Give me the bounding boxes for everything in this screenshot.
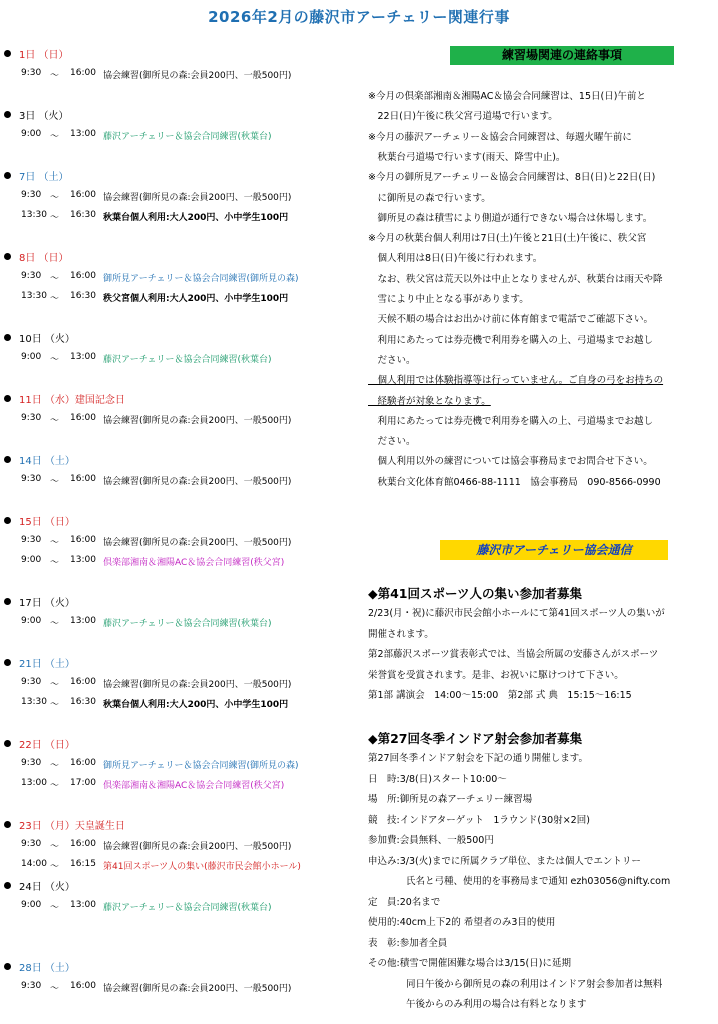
bullet-icon: [4, 517, 11, 524]
day-heading: [4, 959, 75, 974]
section2-line: 同日午後から御所見の森の利用はインドア射会参加者は無料: [368, 978, 663, 990]
day-label: 28日 （土）: [19, 963, 75, 974]
event-description: 協会練習(御所見の森:会員200円、一般500円): [103, 71, 292, 81]
event-description: 協会練習(御所見の森:会員200円、一般500円): [103, 193, 292, 203]
section2-title: ◆第27回冬季インドア射会参加者募集: [368, 731, 583, 746]
section2-line: 使用的:40cm上下2的 希望者のみ3目的使用: [368, 917, 556, 928]
notice-line: 個人利用では体験指導等は行っていません。ご自身の弓をお持ちの: [368, 375, 664, 387]
start-time: 9:30: [21, 474, 42, 484]
day-heading: [4, 655, 75, 670]
start-time: 9:30: [21, 839, 42, 849]
bullet-icon: [4, 111, 11, 118]
section2-line: 参加費:会員無料、一般500円: [368, 835, 494, 846]
end-time: 13:00: [70, 129, 96, 139]
start-time: 9:00: [21, 616, 42, 626]
day-label: 22日 （日）: [19, 740, 75, 751]
end-time: 16:00: [70, 677, 96, 687]
end-time: 16:00: [70, 474, 96, 484]
end-time: 16:00: [70, 839, 96, 849]
end-time: 13:00: [70, 555, 96, 565]
section1-line: 第1部 講演会 14:00～15:00 第2部 式 典 15:15～16:15: [368, 690, 632, 701]
section2-line: 申込み:3/3(火)までに所属クラブ単位、または個人でエントリー: [368, 855, 641, 867]
start-time: 9:30: [21, 981, 42, 991]
event-description: 藤沢アーチェリー＆協会合同練習(秋葉台): [103, 355, 272, 365]
event-description: 倶楽部湘南＆湘陽AC＆協会合同練習(秩父宮): [103, 781, 285, 791]
notice-line: ※今月の秋葉台個人利用は7日(土)午後と21日(土)午後に、秩父宮: [368, 233, 647, 245]
bullet-icon: [4, 740, 11, 747]
bullet-icon: [4, 253, 11, 260]
end-time: 16:30: [70, 291, 96, 301]
tilde-separator: ～: [50, 213, 60, 223]
notice-line: 利用にあたっては券売機で利用券を購入の上、弓道場までお越し: [368, 334, 654, 346]
tilde-separator: ～: [50, 558, 60, 568]
tilde-separator: ～: [50, 416, 60, 426]
notice-header: 練習場関連の連絡事項: [450, 46, 674, 65]
bullet-icon: [4, 50, 11, 57]
day-heading: [4, 736, 75, 751]
section2-line: 氏名と弓種、使用的を事務局まで通知 ezh03056@nifty.com: [368, 876, 671, 887]
notice-line: 秋葉台弓道場で行います(雨天、降雪中止)。: [368, 151, 566, 163]
day-label: 24日 （火）: [19, 882, 75, 893]
notice-line: 経験者が対象となります。: [368, 395, 491, 407]
tilde-separator: ～: [50, 477, 60, 487]
section2-line: その他:積雪で開催困難な場合は3/15(日)に延期: [368, 958, 571, 969]
tilde-separator: ～: [50, 619, 60, 629]
day-label: 7日 （土）: [19, 172, 69, 183]
start-time: 9:30: [21, 68, 42, 78]
bullet-icon: [4, 456, 11, 463]
notice-line: なお、秩父宮は荒天以外は中止となりませんが、秋葉台は雨天や降: [368, 273, 663, 285]
start-time: 13:30: [21, 210, 47, 220]
bullet-icon: [4, 334, 11, 341]
start-time: 9:00: [21, 900, 42, 910]
tilde-separator: ～: [50, 862, 60, 872]
end-time: 13:00: [70, 352, 96, 362]
end-time: 16:15: [70, 859, 96, 869]
start-time: 9:30: [21, 535, 42, 545]
day-label: 10日 （火）: [19, 334, 75, 345]
day-heading: [4, 107, 69, 122]
section2-line: 場 所:御所見の森アーチェリー練習場: [368, 794, 533, 805]
notice-line: 雪により中止となる事があります。: [368, 294, 529, 305]
bullet-icon: [4, 821, 11, 828]
notice-line: 22日(日)午後に秩父宮弓道場で行います。: [368, 111, 558, 123]
start-time: 13:00: [21, 778, 47, 788]
tilde-separator: ～: [50, 761, 60, 771]
start-time: 13:30: [21, 291, 47, 301]
tilde-separator: ～: [50, 274, 60, 284]
start-time: 9:30: [21, 758, 42, 768]
end-time: 13:00: [70, 900, 96, 910]
event-description: 協会練習(御所見の森:会員200円、一般500円): [103, 842, 292, 852]
section1-title: ◆第41回スポーツ人の集い参加者募集: [368, 586, 583, 601]
section2-line: 第27回冬季インドア射会を下記の通り開催します。: [368, 753, 589, 764]
day-heading: [4, 513, 75, 528]
event-description: 協会練習(御所見の森:会員200円、一般500円): [103, 416, 292, 426]
notice-line: 秋葉台文化体育館0466-88-1111 協会事務局 090-8566-0990: [368, 476, 661, 488]
event-description: 御所見アーチェリー＆協会合同練習(御所見の森): [103, 274, 299, 284]
notice-line: ※今月の倶楽部湘南＆湘陽AC＆協会合同練習は、15日(日)午前と: [368, 91, 646, 102]
end-time: 16:00: [70, 413, 96, 423]
day-label: 17日 （火）: [19, 598, 75, 609]
start-time: 9:30: [21, 413, 42, 423]
event-description: 協会練習(御所見の森:会員200円、一般500円): [103, 477, 292, 487]
notice-line: に御所見の森で行います。: [368, 192, 491, 204]
tilde-separator: ～: [50, 781, 60, 791]
tilde-separator: ～: [50, 903, 60, 913]
day-heading: [4, 391, 125, 406]
end-time: 16:30: [70, 210, 96, 220]
notice-line: 個人利用以外の練習については協会事務局までお問合せ下さい。: [368, 456, 653, 468]
event-description: 秋葉台個人利用:大人200円、小中学生100円: [103, 700, 289, 710]
section1-line: 第2部藤沢スポーツ賞表彰式では、当協会所属の安藤さんがスポーツ: [368, 649, 659, 660]
section1-line: 2/23(月・祝)に藤沢市民会館小ホールにて第41回スポーツ人の集いが: [368, 608, 665, 619]
event-description: 秩父宮個人利用:大人200円、小中学生100円: [103, 294, 289, 304]
day-heading: [4, 594, 75, 609]
day-label: 1日 （日）: [19, 50, 69, 61]
event-description: 倶楽部湘南＆湘陽AC＆協会合同練習(秩父宮): [103, 558, 285, 568]
event-description: 協会練習(御所見の森:会員200円、一般500円): [103, 680, 292, 690]
section1-line: 栄誉賞を受賞されます。是非、お祝いに駆けつけて下さい。: [368, 669, 624, 681]
notice-line: ださい。: [368, 354, 416, 366]
bullet-icon: [4, 659, 11, 666]
notice-line: ださい。: [368, 436, 416, 448]
day-label: 11日 （水）建国記念日: [19, 395, 125, 406]
day-label: 15日 （日）: [19, 517, 75, 528]
tilde-separator: ～: [50, 71, 60, 81]
monthly-schedule: [0, 40, 360, 1024]
day-label: 8日 （日）: [19, 253, 69, 264]
day-label: 14日 （土）: [19, 456, 75, 467]
bullet-icon: [4, 598, 11, 605]
tilde-separator: ～: [50, 355, 60, 365]
day-heading: [4, 330, 75, 345]
start-time: 14:00: [21, 859, 47, 869]
event-description: 協会練習(御所見の森:会員200円、一般500円): [103, 538, 292, 548]
notice-line: 天候不順の場合はお出かけ前に体育館まで電話でご確認下さい。: [368, 314, 654, 326]
notice-line: ※今月の藤沢アーチェリー＆協会合同練習は、毎週火曜午前に: [368, 131, 632, 143]
tilde-separator: ～: [50, 193, 60, 203]
tilde-separator: ～: [50, 842, 60, 852]
end-time: 16:00: [70, 68, 96, 78]
bullet-icon: [4, 395, 11, 402]
news-header: 藤沢市アーチェリー協会通信: [440, 540, 668, 560]
event-description: 御所見アーチェリー＆協会合同練習(御所見の森): [103, 761, 299, 771]
right-column: [368, 40, 713, 1024]
tilde-separator: ～: [50, 538, 60, 548]
start-time: 13:30: [21, 697, 47, 707]
day-label: 23日 （月）天皇誕生日: [19, 821, 125, 832]
notice-line: 御所見の森は積雪により側道が通行できない場合は休場します。: [368, 212, 653, 224]
event-description: 秋葉台個人利用:大人200円、小中学生100円: [103, 213, 289, 223]
day-label: 21日 （土）: [19, 659, 75, 670]
day-heading: [4, 878, 75, 893]
day-heading: [4, 168, 69, 183]
tilde-separator: ～: [50, 132, 60, 142]
notice-line: ※今月の御所見アーチェリー＆協会合同練習は、8日(日)と22日(日): [368, 172, 656, 184]
end-time: 16:00: [70, 190, 96, 200]
day-heading: [4, 817, 125, 832]
section1-line: 開催されます。: [368, 628, 434, 640]
day-heading: [4, 46, 69, 61]
notice-line: 利用にあたっては券売機で利用券を購入の上、弓道場までお越し: [368, 415, 654, 427]
section2-line: 日 時:3/8(日)スタート10:00～: [368, 773, 507, 785]
day-heading: [4, 452, 75, 467]
end-time: 16:00: [70, 758, 96, 768]
tilde-separator: ～: [50, 680, 60, 690]
bullet-icon: [4, 963, 11, 970]
end-time: 17:00: [70, 778, 96, 788]
start-time: 9:00: [21, 129, 42, 139]
start-time: 9:30: [21, 190, 42, 200]
section2-line: 競 技:インドアターゲット 1ラウンド(30射×2回): [368, 814, 590, 826]
tilde-separator: ～: [50, 984, 60, 994]
event-description: 第41回スポーツ人の集い(藤沢市民会館小ホール): [103, 862, 301, 872]
tilde-separator: ～: [50, 294, 60, 304]
event-description: 協会練習(御所見の森:会員200円、一般500円): [103, 984, 292, 994]
section2-line: 午後からのみ利用の場合は有料となります: [368, 999, 587, 1010]
day-label: 3日 （火）: [19, 111, 69, 122]
start-time: 9:30: [21, 271, 42, 281]
event-description: 藤沢アーチェリー＆協会合同練習(秋葉台): [103, 132, 272, 142]
end-time: 16:00: [70, 535, 96, 545]
day-heading: [4, 249, 69, 264]
start-time: 9:00: [21, 352, 42, 362]
end-time: 13:00: [70, 616, 96, 626]
section2-line: 定 員:20名まで: [368, 896, 441, 908]
bullet-icon: [4, 882, 11, 889]
start-time: 9:30: [21, 677, 42, 687]
end-time: 16:00: [70, 271, 96, 281]
end-time: 16:30: [70, 697, 96, 707]
notice-line: 個人利用は8日(日)午後に行われます。: [368, 253, 543, 265]
tilde-separator: ～: [50, 700, 60, 710]
event-description: 藤沢アーチェリー＆協会合同練習(秋葉台): [103, 619, 272, 629]
event-description: 藤沢アーチェリー＆協会合同練習(秋葉台): [103, 903, 272, 913]
page-title: 2026年2月の藤沢市アーチェリー関連行事: [208, 8, 510, 26]
section2-line: 表 彰:参加者全員: [368, 937, 448, 949]
bullet-icon: [4, 172, 11, 179]
start-time: 9:00: [21, 555, 42, 565]
end-time: 16:00: [70, 981, 96, 991]
